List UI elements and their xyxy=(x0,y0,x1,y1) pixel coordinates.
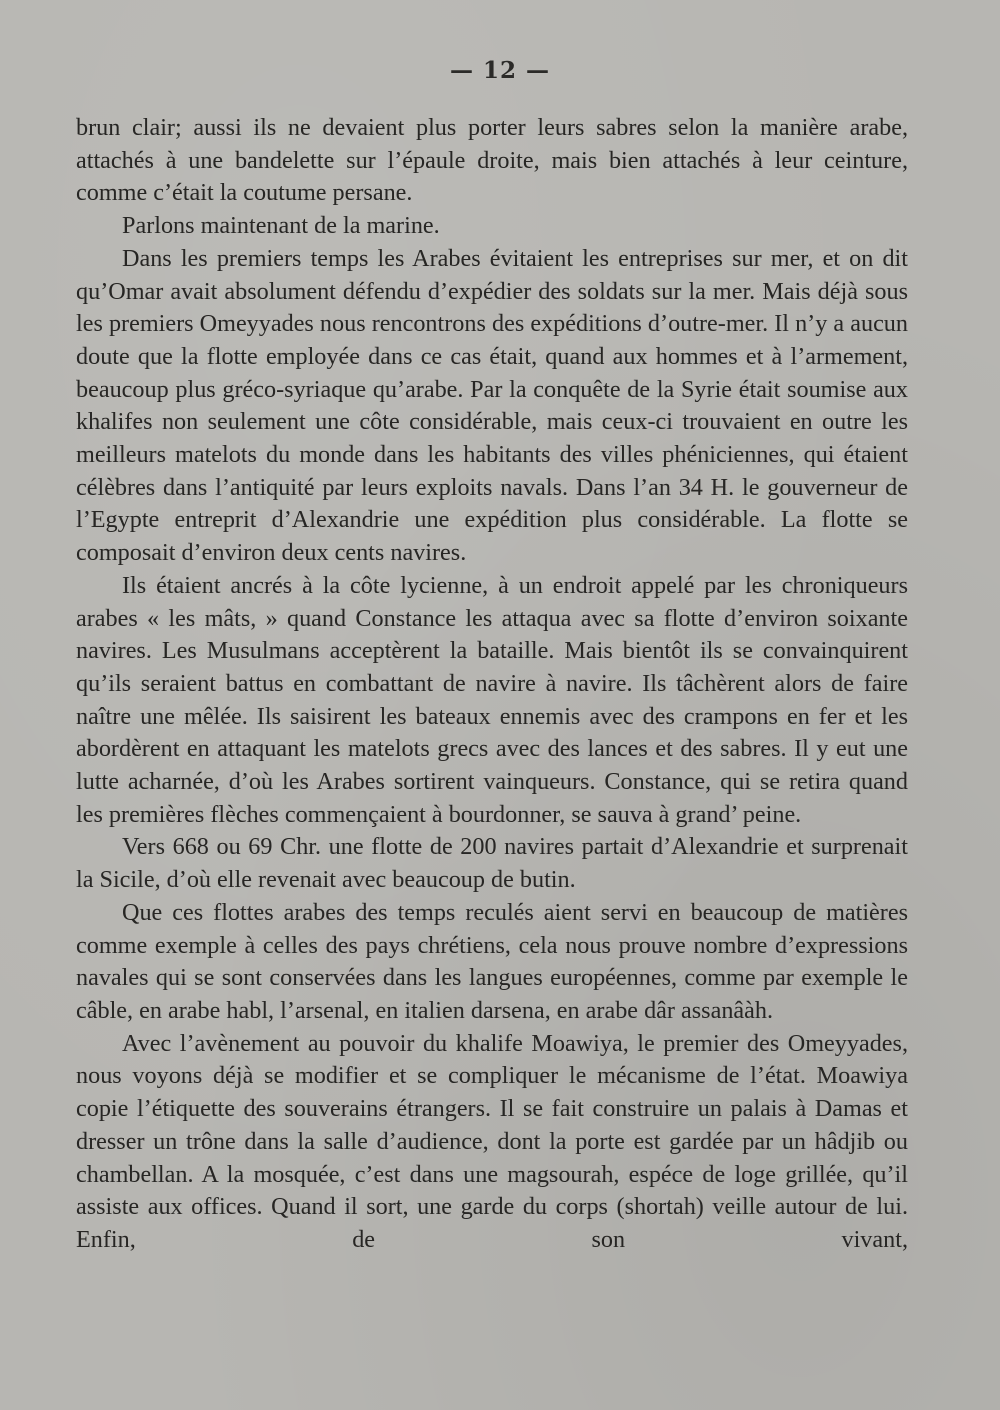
body-text xyxy=(76,112,908,1257)
paragraph-7: Avec l’avènement au pouvoir du khalife Moawiya, le premier des Omeyyades, nous voyons déjà se modifier et se compliquer le mécanisme de l’état. Moawiya copie l’étiquette des souverains étrangers. Il se fait construire un palais à Damas et dresser un trône dans la salle d’audience, dont la porte est gardée par un hâdjib ou chambellan. A la mosquée, c’est dans une magsourah, espéce de loge grillée, qu’il assiste aux offices. Quand il sort, une garde du corps (shortah) veille autour de lui. Enfin, de son vivant, xyxy=(76,1029,908,1253)
paragraph-1: brun clair; aussi ils ne devaient plus porter leurs sabres selon la manière arabe, attachés à une bandelette sur l’épaule droite, mais bien attachés à leur ceinture, comme c’était la coutume persane. xyxy=(76,114,908,207)
paragraph-5: Vers 668 ou 69 Chr. une flotte de 200 navires partait d’Alexandrie et surprenait la Sicile, d’où elle revenait avec beaucoup de butin. xyxy=(76,833,908,894)
paragraph-2: Parlons maintenant de la marine. xyxy=(122,212,440,240)
paragraph-3: Dans les premiers temps les Arabes évitaient les entreprises sur mer, et on dit qu’Omar avait absolument défendu d’expédier des soldats sur la mer. Mais déjà sous les premiers Omeyyades nous rencontrons des expéditions d’outre-mer. Il n’y a aucun doute que la flotte employée dans ce cas était, quand aux hommes et à l’armement, beaucoup plus gréco-syriaque qu’arabe. Par la conquête de la Syrie était soumise aux khalifes non seulement une côte considérable, mais ceux-ci trouvaient en outre les meilleurs matelots du monde dans les habitants des villes phéniciennes, qui étaient célèbres dans l’antiquité par leurs exploits navals. Dans l’an 34 H. le gouverneur de l’Egypte entreprit d’Alexandrie une expédition plus considérable. La flotte se composait d’environ deux cents navires. xyxy=(76,244,908,567)
paragraph-6: Que ces flottes arabes des temps reculés aient servi en beaucoup de matières comme exemple à celles des pays chrétiens, cela nous prouve nombre d’expressions navales qui se sont conservées dans les langues européennes, comme par exemple le câble, en arabe habl, l’arsenal, en italien darsena, en arabe dâr assanâàh. xyxy=(76,898,908,1024)
page-number: — 12 — xyxy=(449,57,551,84)
paragraph-4: Ils étaient ancrés à la côte lycienne, à un endroit appelé par les chroniqueurs arabes « les mâts, » quand Constance les attaqua avec sa flotte d’environ soixante navires. Les Musulmans acceptèrent la bataille. Mais bientôt ils se convainquirent qu’ils seraient battus en combattant de navire à navire. Ils tâchèrent alors de faire naître une mêlée. Ils saisirent les bateaux ennemis avec des crampons en fer et les abordèrent en attaquant les matelots grecs avec des lances et des sabres. Il y eut une lutte acharnée, d’où les Arabes sortirent vainqueurs. Constance, qui se retira quand les premières flèches commençaient à bourdonner, se sauva à grand’ peine. xyxy=(76,571,908,828)
